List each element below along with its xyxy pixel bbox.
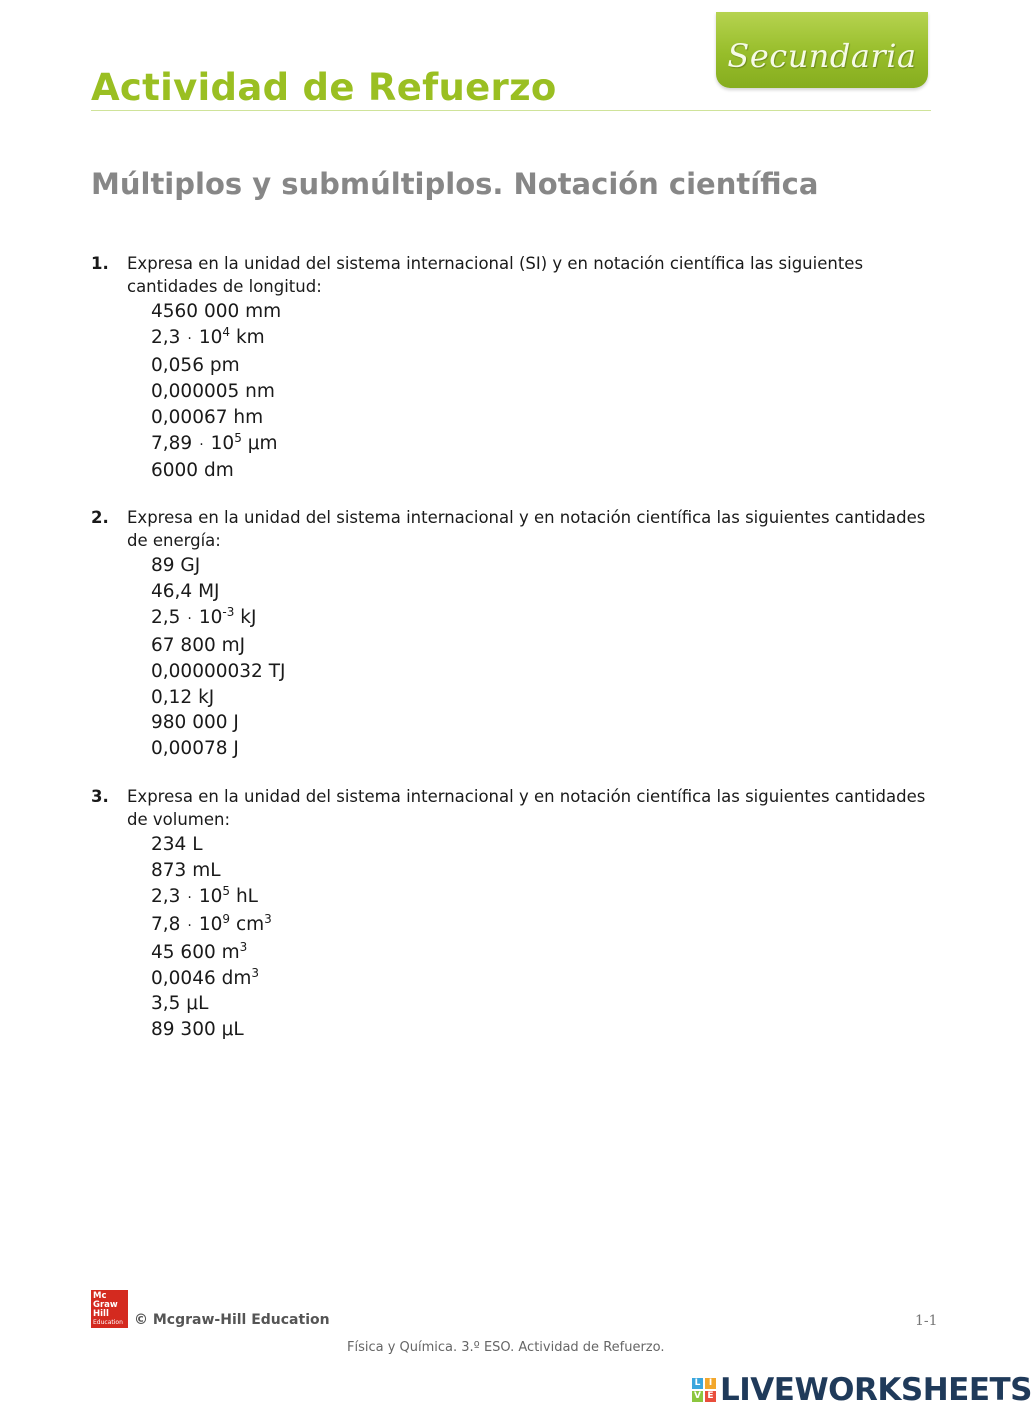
quantity-item: 46,4 MJ xyxy=(151,580,220,602)
badge-label: Secundaria xyxy=(727,37,917,75)
footer-caption: Física y Química. 3.º ESO. Actividad de Refuerzo. xyxy=(347,1340,665,1355)
quantity-item: 0,00067 hm xyxy=(151,406,264,428)
quantity-item: $7,89 \cdot 10^5$ μm xyxy=(151,430,278,454)
quantity-item: 0,000005 nm xyxy=(151,380,275,402)
question-header xyxy=(91,785,951,831)
question-2 xyxy=(91,506,951,762)
quantity-item: 0,056 pm xyxy=(151,354,240,376)
page-number: 1-1 xyxy=(915,1313,938,1329)
question-1 xyxy=(91,252,951,484)
liveworksheets-brand: LIVEWORKSHEETS xyxy=(720,1372,1032,1408)
lw-letter: E xyxy=(705,1391,716,1402)
quantity-item: 89 GJ xyxy=(151,555,201,576)
question-header xyxy=(91,252,951,298)
quantity-list xyxy=(151,832,951,1043)
quantity-item: 3,5 μL xyxy=(151,993,209,1015)
copyright-notice: © Mcgraw-Hill Education xyxy=(134,1312,330,1328)
question-text: Expresa en la unidad del sistema internacional y en notación científica las siguientes cantidades de volumen: xyxy=(127,787,926,829)
section-subtitle: Múltiplos y submúltiplos. Notación científica xyxy=(91,167,819,201)
quantity-item: 67 800 mJ xyxy=(151,634,246,656)
quantity-item: 0,00078 J xyxy=(151,738,239,760)
question-number: 1. xyxy=(91,254,109,273)
secundaria-badge xyxy=(716,12,928,88)
question-number: 2. xyxy=(91,508,109,527)
quantity-item: $2,3 \cdot 10^4$ km xyxy=(151,324,265,348)
page-title: Actividad de Refuerzo xyxy=(91,66,557,109)
title-divider xyxy=(91,110,931,111)
question-text: Expresa en la unidad del sistema internacional (SI) y en notación científica las siguientes cantidades de longitud: xyxy=(127,254,864,296)
quantity-item: 0,12 kJ xyxy=(151,686,215,708)
question-text: Expresa en la unidad del sistema internacional y en notación científica las siguientes cantidades de energía: xyxy=(127,508,926,550)
question-number: 3. xyxy=(91,787,109,806)
quantity-item: 6000 dm xyxy=(151,460,234,482)
quantity-list xyxy=(151,299,951,484)
quantity-item: 45 600 $m^3$ xyxy=(151,939,248,963)
quantity-item: $2,3 \cdot 10^5$ hL xyxy=(151,883,258,907)
quantity-item: $7,8 \cdot 10^9$ $cm^3$ xyxy=(151,911,272,935)
quantity-item: 0,00000032 TJ xyxy=(151,660,286,682)
lw-letter: I xyxy=(705,1378,716,1389)
quantity-item: 980 000 J xyxy=(151,712,239,734)
lw-letter: L xyxy=(692,1378,703,1389)
lw-letter: V xyxy=(692,1391,703,1402)
quantity-item: 89 300 μL xyxy=(151,1019,244,1041)
question-header xyxy=(91,506,951,552)
quantity-item: 4560 000 mm xyxy=(151,301,282,322)
quantity-list xyxy=(151,553,951,762)
question-3 xyxy=(91,785,951,1043)
mcgraw-hill-logo: Mc Graw Hill Education xyxy=(91,1290,128,1328)
liveworksheets-icon xyxy=(692,1378,716,1402)
quantity-item: 234 L xyxy=(151,834,203,855)
quantity-item: $2,5 \cdot 10^{-3}$ kJ xyxy=(151,604,257,628)
liveworksheets-watermark xyxy=(692,1372,1032,1408)
quantity-item: 0,0046 $dm^3$ xyxy=(151,965,260,989)
quantity-item: 873 mL xyxy=(151,859,221,881)
